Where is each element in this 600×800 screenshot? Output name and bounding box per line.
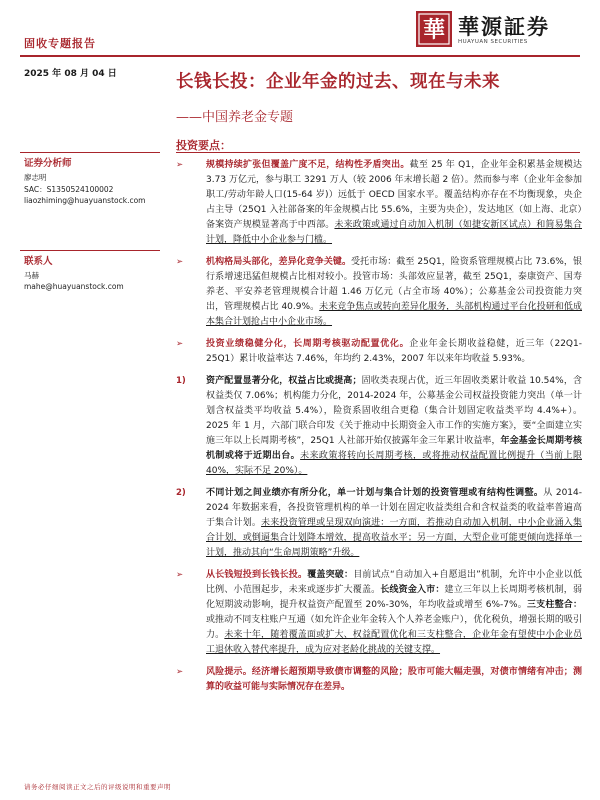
section-heading: 投资要点： [176, 139, 231, 152]
logo-name-cn: 華源証券 [458, 14, 550, 39]
arrow-bullet-icon: ➢ [176, 160, 184, 170]
point-item [176, 337, 582, 367]
point-segment: 从长钱短投到长钱长投。 [206, 570, 308, 580]
report-type-label: 固收专题报告 [24, 37, 96, 50]
point-segment: 受托市场：截至 25Q1，险资系管理规模占比 73.6%，银行系增速迅猛但规模占比相对较小。投管市场：头部效应显著，截至 25Q1，泰康资产、国寿养老、平安养老管理规模合计超 1.46 万亿元（占全市场 40%）；公募基金公司投资能力突出，管理规模占比 40.9%。 [206, 257, 582, 312]
analyst-email[interactable]: liaozhiming@huayuanstock.com [24, 196, 146, 205]
point-segment: 企业年金长期收益稳健，近三年（22Q1-25Q1）累计收益率达 7.46%，年均约 2.43%，2007 年以来年均收益 5.93%。 [206, 339, 582, 364]
point-text [206, 374, 582, 479]
logo-name-en: HUAYUAN SECURITIES [458, 39, 528, 45]
point-text [206, 158, 582, 248]
point-segment: 未来投资管理或呈现双向演进：一方面，若推动自动加入机制，中小企业涌入集合计划，或倒逼集合计划降本增效，提高收益水平；另一方面，大型企业可能更倾向选择单一计划，推动其向“生命周期策略”升级。 [206, 518, 582, 558]
section-divider [176, 152, 580, 153]
point-segment: 风险提示。经济增长超预期导致债市调整的风险；股市可能大幅走强，对债市情绪有冲击；测算的收益可能与实际情况存在差异。 [206, 667, 582, 692]
point-segment: 投资业绩稳健分化，长周期考核驱动配置优化。 [206, 339, 410, 349]
arrow-bullet-icon: ➢ [176, 667, 184, 677]
point-item [176, 568, 582, 658]
point-item [176, 158, 582, 248]
analyst-label: 证券分析师 [24, 158, 72, 169]
point-item [176, 486, 582, 561]
point-text [206, 255, 582, 330]
analyst-divider [20, 152, 160, 153]
contact-email[interactable]: mahe@huayuanstock.com [24, 282, 124, 291]
point-segment: 固收类表现占优，近三年固收类累计收益 10.54%，含权益类仅 7.06%；机构能力分化，2014-2024 年，公募基金公司权益投资能力突出（单一计划含权益类平均收益 5.4%），险资系固收组合更稳（集合计划固定收益类平均 4.4%+）。2025 年 1 月，六部门联合印发《关于推动中长期资金入市工作的实施方案》，要“全面建立实施三年以上长周期考核”，25Q1 人社部开始仅披露年金三年累计收益率， [206, 376, 582, 446]
point-text [206, 665, 582, 695]
point-segment: 未来政策将转向长周期考核，或将推动权益配置比例提升（当前上限 40%，实际不足 20%）。 [206, 451, 582, 476]
point-number: 1) [176, 376, 186, 386]
contact-name: 马赫 [24, 271, 39, 280]
point-segment: 年金基金长周期考核机制或将于近期出台。 [206, 436, 582, 461]
investment-points [176, 158, 582, 695]
header-divider [20, 55, 580, 57]
report-title: 长钱长投：企业年金的过去、现在与未来 [176, 72, 500, 92]
point-text [206, 486, 582, 561]
point-item [176, 665, 582, 695]
report-date: 2025 年 08 月 04 日 [24, 69, 117, 79]
report-subtitle: ——中国养老金专题 [176, 110, 294, 125]
arrow-bullet-icon: ➢ [176, 339, 184, 349]
point-text [206, 337, 582, 367]
arrow-bullet-icon: ➢ [176, 257, 184, 267]
point-segment: 覆盖突破： [307, 570, 354, 580]
point-item [176, 374, 582, 479]
point-segment: 目前试点“自动加入+自愿退出”机制，允许中小企业以低比例、小范围起步，未来或逐步扩大覆盖。 [206, 570, 582, 595]
point-number: 2) [176, 488, 186, 498]
point-segment: 截至 25 年 Q1，企业年金积累基金规模达 3.73 万亿元，参与职工 3291 万人（较 2006 年末增长超 2 倍）。然而参与率（企业年金参加职工/劳动年龄人口(15-64 岁)）远低于 OECD 国家水平。覆盖结构亦存在不均衡现象，央企占主导（25Q1 入社部备案的年金规模占比 55.6%，主要为央企），发达地区（如上海、北京）备案资产规模显著高于中西部。 [206, 160, 582, 230]
seal-icon [415, 10, 453, 48]
point-segment: 机构格局头部化，差异化竞争关键。 [206, 257, 352, 267]
point-segment: 不同计划之间业绩亦有所分化，单一计划与集合计划的投资管理或有结构性调整。 [206, 488, 544, 498]
point-text [206, 568, 582, 658]
point-segment: 规模持续扩张但覆盖广度不足，结构性矛盾突出。 [206, 160, 410, 170]
contact-divider [20, 250, 160, 251]
point-segment: 从 2014-2024 年数据来看，各投资管理机构的单一计划在固定收益类组合和含权益类的收益率普遍高于集合计划。 [206, 488, 582, 528]
point-segment: 三支柱整合： [526, 600, 582, 610]
arrow-bullet-icon: ➢ [176, 570, 184, 580]
brand-logo [415, 10, 585, 50]
point-segment: 未来十年，随着覆盖面或扩大、权益配置优化和三支柱整合，企业年金有望使中小企业员工退休收入替代率提升，成为应对老龄化挑战的关键支撑。 [206, 630, 582, 655]
footer-disclaimer: 请务必仔细阅读正文之后的评级说明和重要声明 [24, 783, 171, 791]
contact-label: 联系人 [24, 256, 53, 267]
analyst-sac: SAC：S1350524100002 [24, 185, 114, 194]
analyst-name: 廖志明 [24, 173, 47, 182]
point-segment: 未来竞争焦点或转向差异化服务，头部机构通过平台化投研和低成本集合计划抢占中小企业市场。 [206, 302, 582, 327]
point-segment: 长线资金入市： [380, 585, 445, 595]
point-segment: 建立三年以上长周期考核机制，弱化短期波动影响，提升权益资产配置至 20%-30%，年均收益或增至 6%-7%。 [206, 585, 582, 610]
point-segment: 资产配置显著分化，权益占比或提高； [206, 376, 362, 386]
seal-char: 華 [422, 17, 446, 43]
point-segment: 未来政策或通过自动加入机制（如捷安新区试点）和简易集合计划，降低中小企业参与门槛。 [206, 220, 582, 245]
point-item [176, 255, 582, 330]
point-segment: 或推动不同支柱账户互通（如允许企业年金转入个人养老金账户），优化税负，增强长期的吸引力。 [206, 615, 582, 640]
